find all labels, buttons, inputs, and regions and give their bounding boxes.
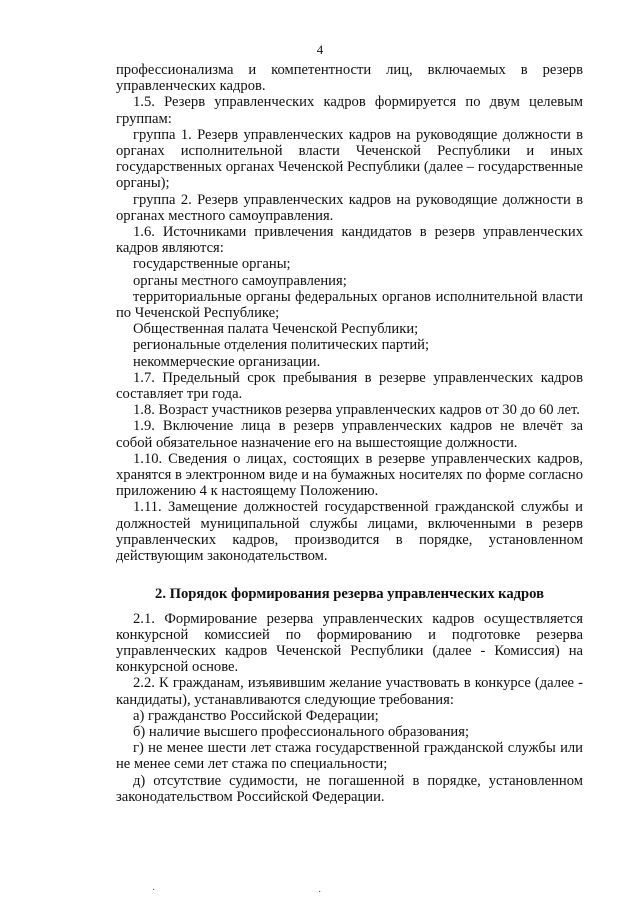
paragraph-1-5: 1.5. Резерв управленческих кадров формируется по двум целевым группам: [116,94,583,127]
requirement-g: г) не менее шести лет стажа государственной гражданской службы или не менее семи лет стажа по специальности; [116,740,583,773]
requirement-d: д) отсутствие судимости, не погашенной в порядке, установленном законодательством Российской Федерации. [116,772,583,805]
requirement-a: а) гражданство Российской Федерации; [133,707,379,724]
requirement-b: б) наличие высшего профессионального образования; [133,723,469,740]
list-item-public-chamber: Общественная палата Чеченской Республики; [133,321,419,338]
paragraph-1-10: 1.10. Сведения о лицах, состоящих в резерве управленческих кадров, хранятся в электронном виде и на бумажных носителях по форме согласно приложению 4 к настоящему Положению. [116,450,583,500]
scan-speck: · [152,885,156,896]
paragraph-2-1: 2.1. Формирование резерва управленческих кадров осуществляется конкурсной комиссией по формированию и подготовке резерва управленческих кадров Чеченской Республики (далее - Комиссия) на конкурсной основе. [116,610,583,676]
paragraph-group-2: группа 2. Резерв управленческих кадров на руководящие должности в органах местного самоуправления. [116,191,583,224]
paragraph-1-7: 1.7. Предельный срок пребывания в резерве управленческих кадров составляет три года. [116,369,583,403]
list-item-territorial-bodies: территориальные органы федеральных органов исполнительной власти по Чеченской Республике; [116,288,583,322]
paragraph-1-11: 1.11. Замещение должностей государственной гражданской службы и должностей муниципальной службы лицами, включенными в резерв управленческих кадров, производится в порядке, установленном действующим законодательством. [116,499,583,565]
paragraph-continuation: профессионализма и компетентности лиц, включаемых в резерв управленческих кадров. [116,62,583,95]
list-item-nonprofits: некоммерческие организации. [133,353,321,370]
scan-speck: · [318,887,322,898]
section-2-heading: 2. Порядок формирования резерва управленческих кадров [155,586,544,603]
list-item-local-government: органы местного самоуправления; [133,272,347,289]
paragraph-group-1: группа 1. Резерв управленческих кадров на руководящие должности в органах исполнительной власти Чеченской Республики и иных государственных органах Чеченской Республики (далее – государственные органы); [116,126,583,192]
list-item-party-branches: региональные отделения политических партий; [133,337,430,354]
paragraph-1-9: 1.9. Включение лица в резерв управленческих кадров не влечёт за собой обязательное назначение его на вышестоящие должности. [116,418,583,451]
paragraph-1-8: 1.8. Возраст участников резерва управленческих кадров от 30 до 60 лет. [133,402,580,419]
paragraph-1-6: 1.6. Источниками привлечения кандидатов в резерв управленческих кадров являются: [116,224,583,257]
document-body [116,62,583,805]
list-item-state-bodies: государственные органы; [133,256,291,273]
page-number: 4 [316,42,324,57]
paragraph-2-2: 2.2. К гражданам, изъявившим желание участвовать в конкурсе (далее - кандидаты), устанавливаются следующие требования: [116,675,583,708]
